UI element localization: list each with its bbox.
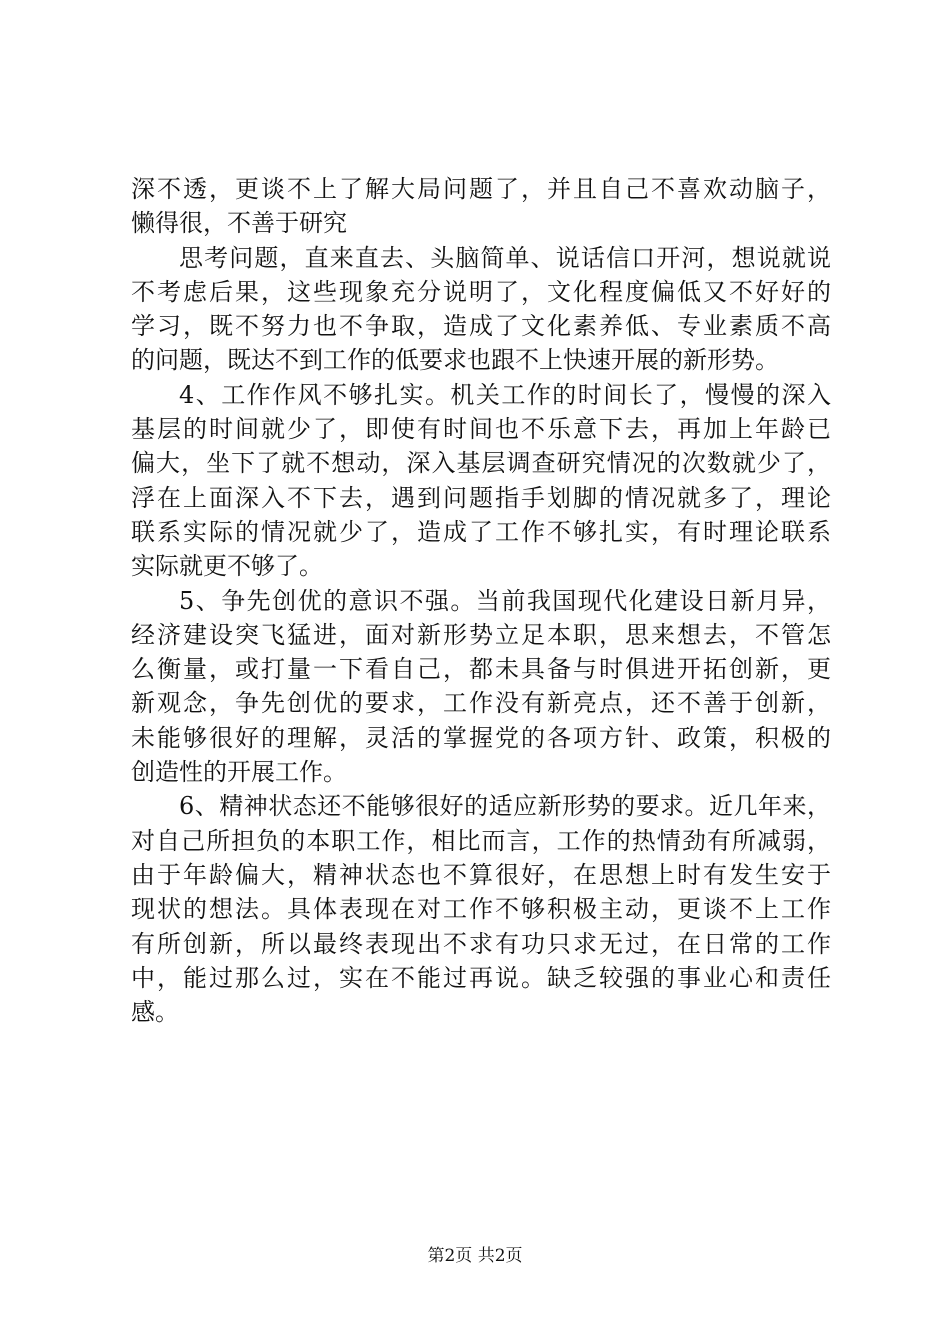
text-line: 学习，既不努力也不争取，造成了文化素养低、专业素质不高	[131, 312, 831, 341]
text-line: 感。	[131, 998, 179, 1027]
paragraph-first-line: 4、工作作风不够扎实。机关工作的时间长了，慢慢的深入	[179, 380, 831, 409]
text-line: 由于年龄偏大，精神状态也不算很好，在思想上时有发生安于	[131, 860, 831, 889]
text-line: 浮在上面深入不下去，遇到问题指手划脚的情况就多了，理论	[131, 483, 831, 512]
text-line: 创造性的开展工作。	[131, 758, 347, 787]
text-line: 对自己所担负的本职工作，相比而言，工作的热情劲有所减弱，	[131, 826, 831, 855]
document-body	[131, 172, 831, 1029]
page-number-footer: 第2页 共2页	[427, 1246, 523, 1266]
text-line: 懒得很，不善于研究	[131, 209, 347, 238]
text-line: 现状的想法。具体表现在对工作不够积极主动，更谈不上工作	[131, 895, 831, 924]
text-line: 的问题，既达不到工作的低要求也跟不上快速开展的新形势。	[131, 346, 779, 375]
paragraph-first-line: 5、争先创优的意识不强。当前我国现代化建设日新月异，	[179, 586, 831, 615]
text-line: 中，能过那么过，实在不能过再说。缺乏较强的事业心和责任	[131, 963, 831, 992]
text-line: 不考虑后果，这些现象充分说明了，文化程度偏低又不好好的	[131, 277, 831, 306]
text-line: 新观念，争先创优的要求，工作没有新亮点，还不善于创新，	[131, 689, 831, 718]
text-line: 经济建设突飞猛进，面对新形势立足本职，思来想去，不管怎	[131, 620, 831, 649]
text-line: 偏大，坐下了就不想动，深入基层调查研究情况的次数就少了，	[131, 449, 831, 478]
paragraph-first-line: 6、精神状态还不能够很好的适应新形势的要求。近几年来，	[179, 792, 831, 821]
text-line: 么衡量，或打量一下看自己，都未具备与时俱进开拓创新，更	[131, 655, 831, 684]
paragraph-first-line: 思考问题，直来直去、头脑简单、说话信口开河，想说就说	[179, 243, 831, 272]
text-line: 深不透，更谈不上了解大局问题了，并且自己不喜欢动脑子，	[131, 175, 831, 203]
text-line: 有所创新，所以最终表现出不求有功只求无过，在日常的工作	[131, 929, 831, 958]
text-line: 未能够很好的理解，灵活的掌握党的各项方针、政策，积极的	[131, 723, 831, 752]
text-line: 联系实际的情况就少了，造成了工作不够扎实，有时理论联系	[131, 517, 831, 546]
text-line: 基层的时间就少了，即使有时间也不乐意下去，再加上年龄已	[131, 415, 831, 444]
text-line: 实际就更不够了。	[131, 552, 323, 581]
